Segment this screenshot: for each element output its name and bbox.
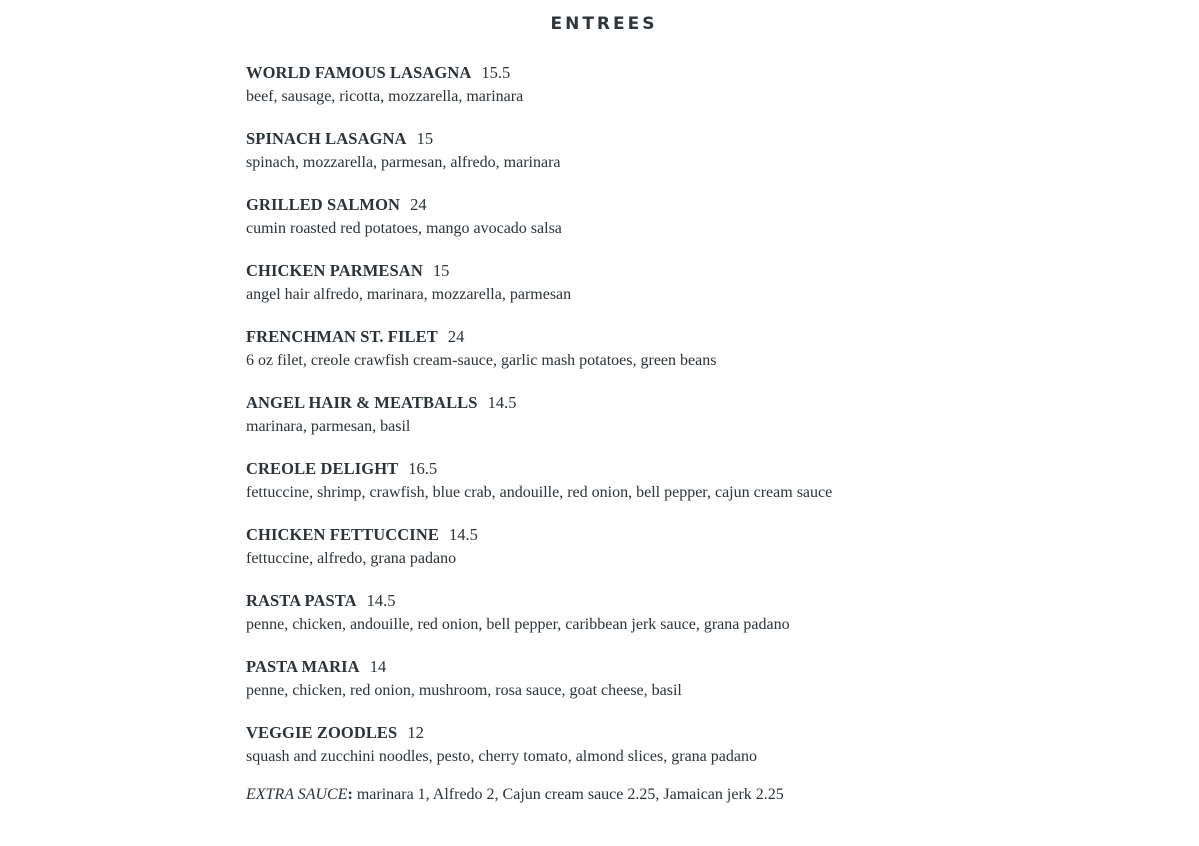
menu-item [246,524,1146,590]
item-description: penne, chicken, andouille, red onion, bell pepper, caribbean jerk sauce, grana padano [246,616,790,633]
item-heading [246,392,1146,414]
item-description: squash and zucchini noodles, pesto, cherry tomato, almond slices, grana padano [246,748,757,765]
item-heading [246,326,1146,348]
item-name: CHICKEN PARMESAN [246,261,423,280]
item-description: cumin roasted red potatoes, mango avocado salsa [246,220,562,237]
item-name: VEGGIE ZOODLES [246,723,398,742]
extra-sauce-note [246,784,1146,806]
extra-sauce-prices: marinara 1, Alfredo 2, Cajun cream sauce 2.25, Jamaican jerk 2.25 [352,786,784,803]
menu-item [246,656,1146,722]
section-title: ENTREES [550,14,658,34]
item-price: 14.5 [487,393,517,412]
item-name: RASTA PASTA [246,591,357,610]
item-heading [246,128,1146,150]
item-description: 6 oz filet, creole crawfish cream-sauce, garlic mash potatoes, green beans [246,352,717,369]
extra-sauce-label: EXTRA SAUCE [246,786,348,803]
item-name: SPINACH LASAGNA [246,129,407,148]
item-price: 14.5 [366,591,396,610]
item-price: 24 [410,195,427,214]
item-heading [246,260,1146,282]
item-description: angel hair alfredo, marinara, mozzarella, parmesan [246,286,572,303]
item-description: fettuccine, shrimp, crawfish, blue crab, andouille, red onion, bell pepper, cajun cream sauce [246,484,833,501]
menu-item [246,194,1146,260]
item-name: WORLD FAMOUS LASAGNA [246,63,472,82]
item-name: GRILLED SALMON [246,195,401,214]
item-description: fettuccine, alfredo, grana padano [246,550,457,567]
item-price: 15 [416,129,434,148]
item-price: 15 [432,261,450,280]
item-description: spinach, mozzarella, parmesan, alfredo, marinara [246,154,561,171]
menu-item [246,458,1146,524]
menu-item [246,392,1146,458]
item-heading [246,656,1146,678]
item-description: marinara, parmesan, basil [246,418,411,435]
item-heading [246,524,1146,546]
menu-item [246,260,1146,326]
extra-sauce-separator: : [347,786,353,803]
item-heading [246,194,1146,216]
item-name: CREOLE DELIGHT [246,459,399,478]
menu-item [246,722,1146,788]
item-price: 24 [447,327,465,346]
menu-item [246,62,1146,128]
item-name: CHICKEN FETTUCCINE [246,525,439,544]
item-heading [246,722,1146,744]
entree-list [246,62,1146,806]
item-heading [246,590,1146,612]
menu-item [246,128,1146,194]
menu-item [246,590,1146,656]
item-heading [246,62,1146,84]
item-description: beef, sausage, ricotta, mozzarella, marinara [246,88,524,105]
item-price: 16.5 [408,459,438,478]
menu-item [246,326,1146,392]
item-name: PASTA MARIA [246,657,360,676]
item-description: penne, chicken, red onion, mushroom, rosa sauce, goat cheese, basil [246,682,682,699]
item-name: FRENCHMAN ST. FILET [246,327,438,346]
item-heading [246,458,1146,480]
item-name: ANGEL HAIR & MEATBALLS [246,393,478,412]
item-price: 14.5 [448,525,478,544]
item-price: 14 [369,657,387,676]
item-price: 15.5 [481,63,511,82]
item-price: 12 [407,723,424,742]
